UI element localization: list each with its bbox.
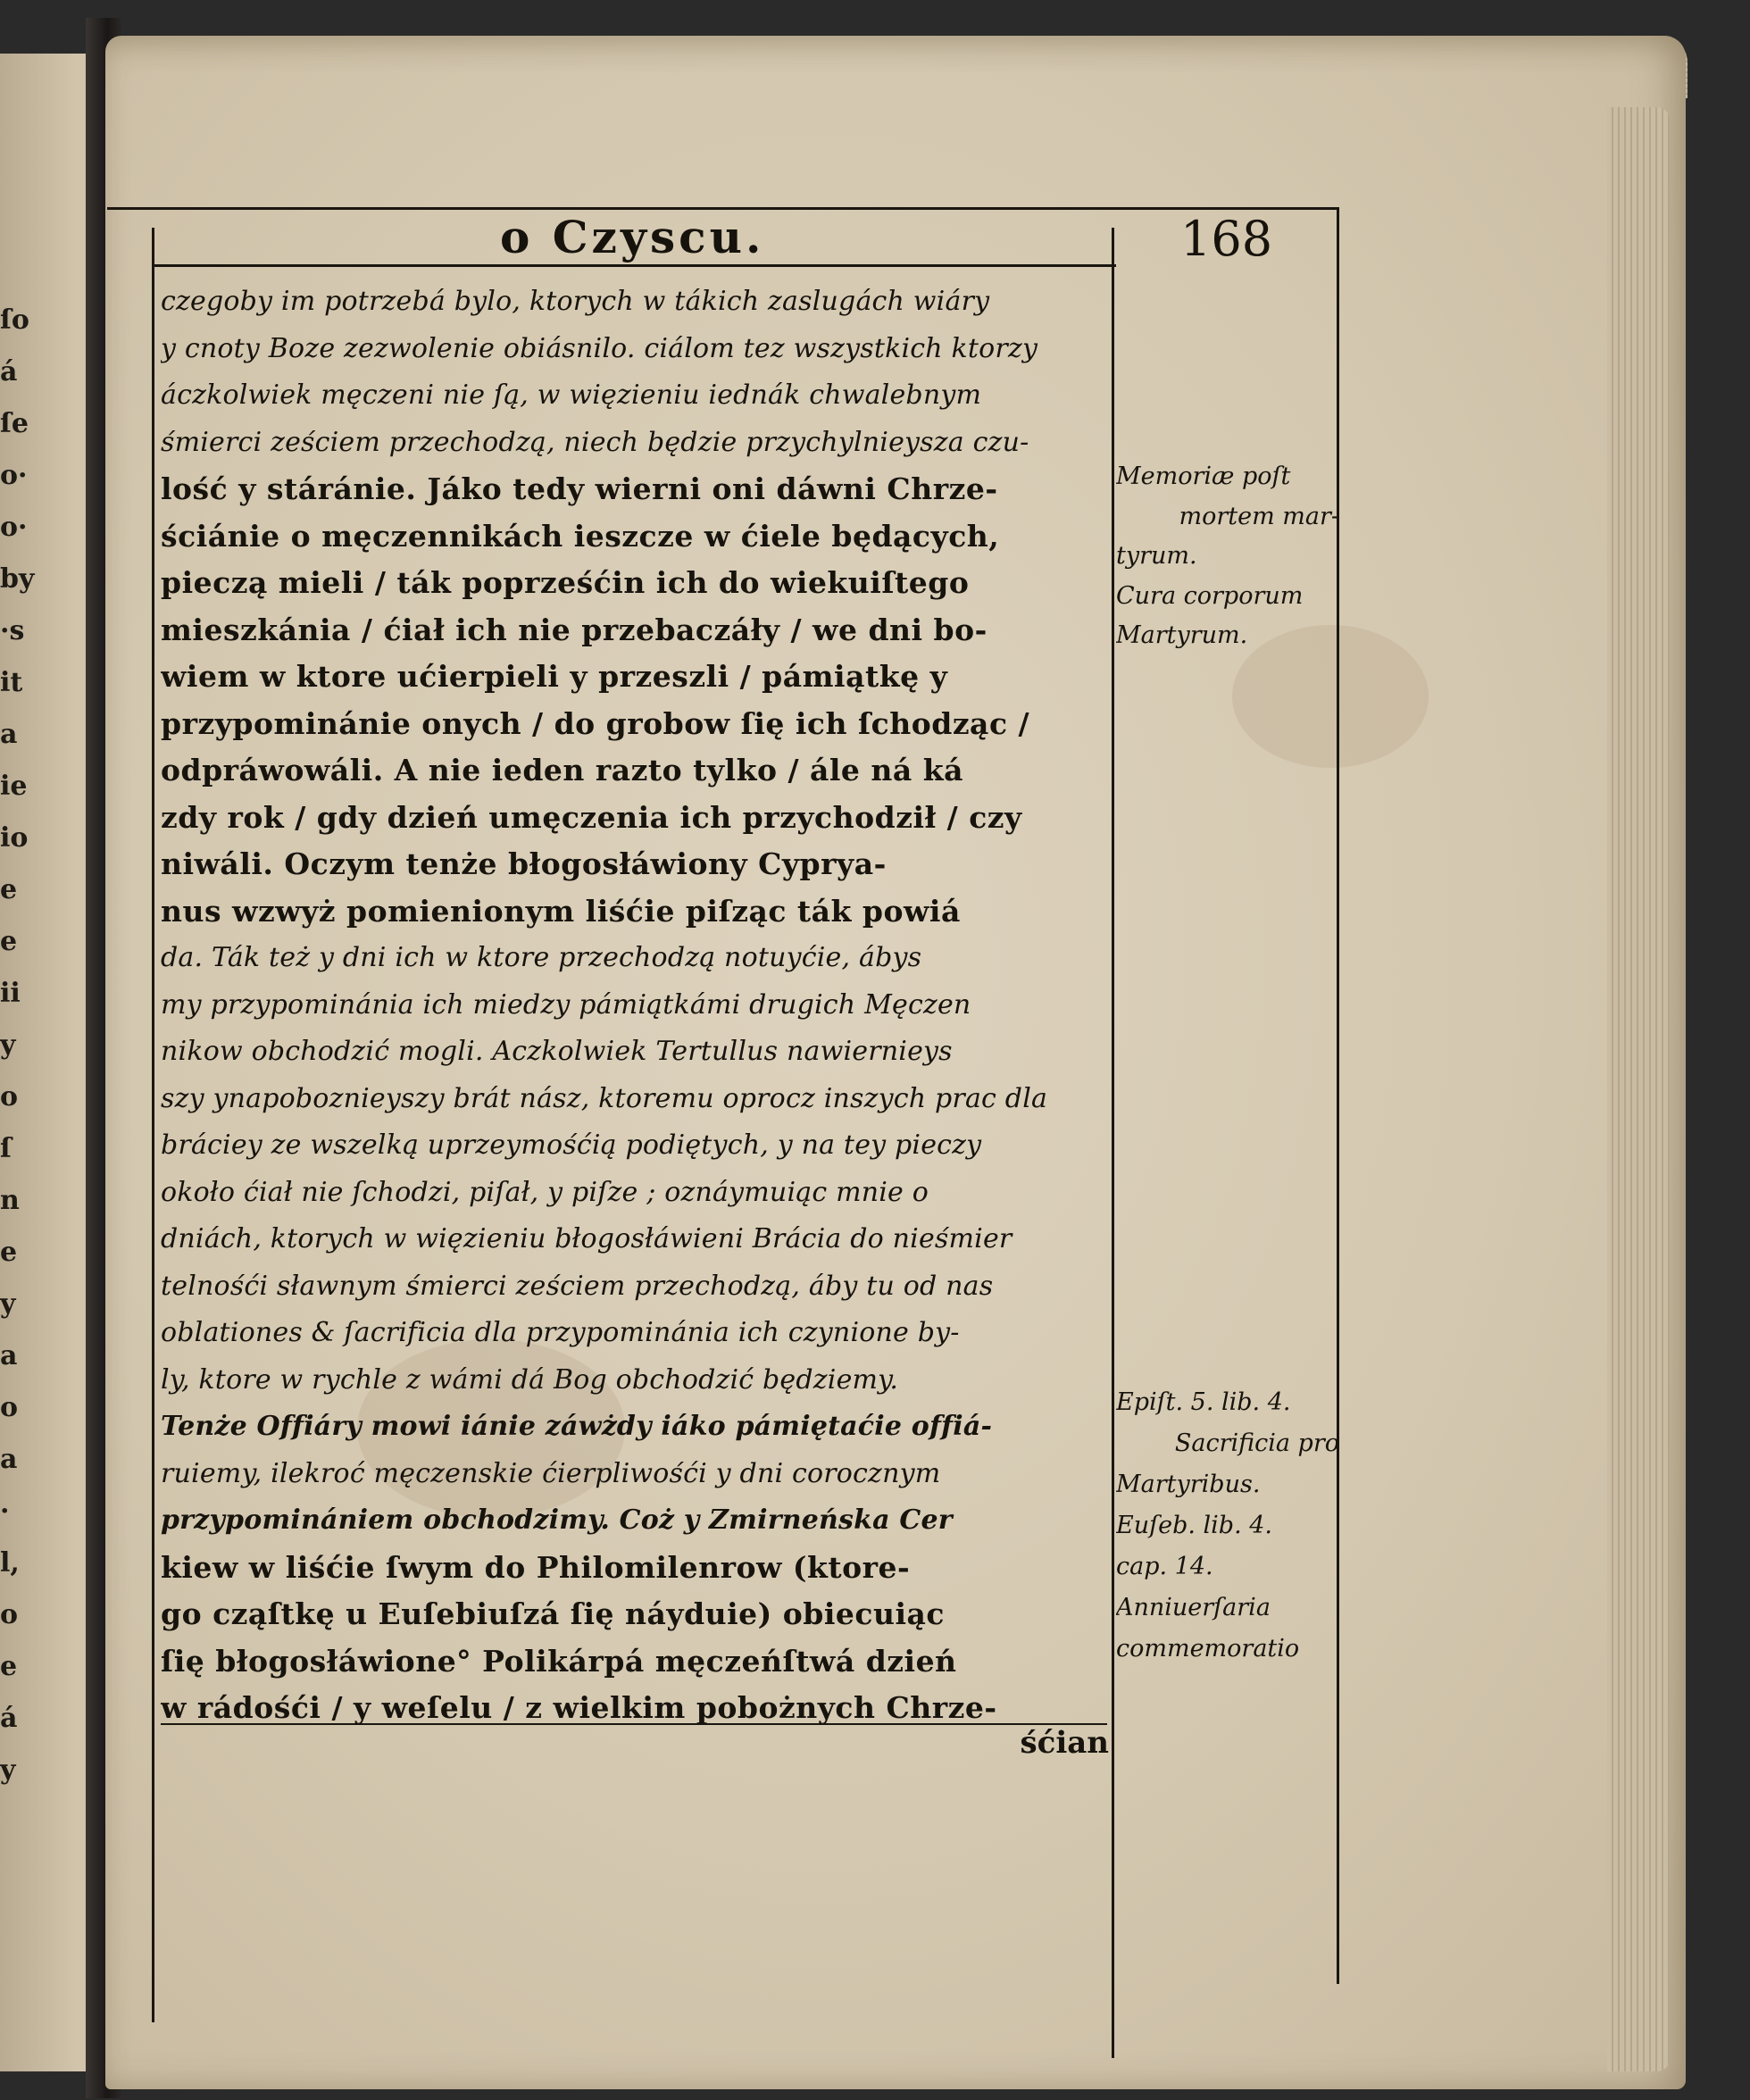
page-stack-fore-edge (1607, 107, 1670, 2071)
marginal-note-line: Anniuerſaria (1116, 1594, 1271, 1621)
frame-rule-left (152, 228, 154, 2022)
facing-page-fragment: l, (0, 1547, 20, 1579)
facing-page-fragment: ·s (0, 615, 25, 646)
text-line: go cząſtkę u Euſebiuſzá ſię náyduie) obiecuiąc (161, 1596, 945, 1631)
facing-page-fragment: y (0, 1288, 16, 1320)
facing-page-fragment: o· (0, 460, 28, 491)
marginal-note-line: Martyrum. (1116, 621, 1248, 650)
marginal-note-memoriae (1116, 457, 1339, 656)
facing-page-fragment: ſe (0, 408, 29, 439)
facing-page-fragment: á (0, 356, 18, 388)
facing-page-fragment: · (0, 1496, 10, 1527)
marginal-note-line: Cura corporum (1116, 581, 1304, 610)
marginal-note-line: Martyribus. (1116, 1471, 1261, 1498)
text-line: dniách, ktorych w więzieniu błogosłáwieni Brácia do nieśmier (161, 1223, 1012, 1254)
text-line: ruiemy, ilekroć męczenskie ćierpliwośći y dni corocznym (161, 1457, 941, 1489)
text-line: przypominániem obchodzimy. Coż y Zmirneńska Cer (161, 1504, 953, 1536)
facing-page-fragment: ii (0, 978, 21, 1009)
facing-page-fragment: ie (0, 771, 28, 802)
facing-page-fragment: a (0, 1444, 18, 1475)
facing-page-fragment: o (0, 1392, 19, 1423)
facing-page-fragment: e (0, 926, 18, 957)
text-line: my przypominánia ich miedzy pámiątkámi drugich Męczen (161, 988, 971, 1021)
running-title: o Czyscu. (500, 211, 765, 263)
text-line: nus wzwyż pomienionym liśćie piſząc ták powiá (161, 893, 961, 929)
facing-page-fragment: e (0, 1237, 18, 1268)
text-line: oblationes & ſacrificia dla przypominánia ich czynione by- (161, 1317, 960, 1348)
text-line: wiem w ktore ućierpieli y przeszli / pámiątkę y (161, 659, 948, 694)
text-line: zdy rok / gdy dzień umęczenia ich przychodził / czy (161, 799, 1022, 835)
facing-page-fragment: á (0, 1703, 18, 1734)
text-line: y cnoty Boze zezwolenie obiásnilo. ciálom tez wszystkich ktorzy (161, 332, 1038, 364)
text-line: lość y stáránie. Jáko tedy wierni oni dáwni Chrze- (161, 471, 998, 506)
facing-page-fragment: o (0, 1081, 19, 1112)
text-line: áczkolwiek męczeni nie ſą, w więzieniu iednák chwalebnym (161, 379, 982, 411)
text-line: w rádośći / y weſelu / z wielkim pobożnych Chrze- (161, 1690, 997, 1725)
text-line: ściánie o męczennikách ieszcze w ćiele będących, (161, 518, 1000, 554)
marginal-note-line: Memoriæ poſt (1116, 462, 1291, 490)
marginal-note-line: Euſeb. lib. 4. (1116, 1512, 1272, 1539)
marginal-note-line: Sacrificia pro (1174, 1429, 1339, 1457)
text-line: telnośći sławnym śmierci ześciem przechodzą, áby tu od nas (161, 1270, 994, 1302)
frame-rule-under-head (152, 264, 1116, 267)
facing-page-fragment: by (0, 563, 35, 595)
catchword: śćian (1020, 1725, 1109, 1761)
text-line: ſię błogosłáwione° Polikárpá męczeńſtwá dzień (161, 1643, 957, 1679)
text-line: śmierci ześciem przechodzą, niech będzie przychylnieysza czu- (161, 426, 1029, 458)
text-line: niwáli. Oczym tenże błogosłáwiony Cyprya- (161, 846, 887, 881)
marginal-note-line: Epiſt. 5. lib. 4. (1116, 1388, 1291, 1416)
frame-rule-column-divider (1112, 228, 1114, 2058)
facing-page-fragment: ſ (0, 1133, 12, 1164)
facing-page-fragment: io (0, 822, 29, 854)
facing-page-text-fragments (0, 295, 36, 1796)
facing-page-fragment: o (0, 1599, 19, 1630)
facing-page-fragment: a (0, 1340, 18, 1371)
text-line: nikow obchodzić mogli. Aczkolwiek Tertullus nawiernieys (161, 1036, 953, 1067)
facing-page-fragment: it (0, 667, 23, 698)
text-line: da. Ták też y dni ich w ktore przechodzą notuyćie, ábys (161, 942, 922, 973)
facing-page-fragment: e (0, 874, 18, 905)
marginal-note-line: tyrum. (1116, 542, 1197, 571)
facing-page-fragment: a (0, 719, 18, 750)
facing-page-fragment: ſo (0, 304, 29, 336)
text-line: szy ynapoboznieyszy brát nász, ktoremu oprocz inszych prac dla (161, 1082, 1048, 1114)
text-line: około ćiał nie ſchodzi, piſał, y piſze ; oznáymuiąc mnie o (161, 1176, 929, 1208)
facing-page-fragment: y (0, 1754, 16, 1786)
text-line: bráciey ze wszelką uprzeymośćią podiętych, y na tey pieczy (161, 1129, 982, 1161)
frame-rule-top (107, 207, 1339, 210)
text-line: przypominánie onych / do grobow ſię ich ſchodząc / (161, 705, 1030, 741)
marginal-note-epistola (1116, 1382, 1339, 1670)
facing-page-fragment: n (0, 1185, 20, 1216)
text-line: kiew w liśćie ſwym do Philomilenrow (ktore- (161, 1549, 911, 1585)
text-line: czegoby im potrzebá bylo, ktorych w tákich zaslugách wiáry (161, 286, 990, 317)
text-line: Tenże Offiáry mowi iánie záwżdy iáko pámiętaćie offiá- (161, 1411, 993, 1442)
facing-page-fragment: e (0, 1651, 18, 1682)
facing-page-fragment: y (0, 1029, 16, 1061)
page-number: 168 (1180, 211, 1273, 267)
marginal-note-line: mortem mar- (1179, 502, 1339, 530)
text-line: pieczą mieli / ták poprześćin ich do wiekuiſtego (161, 565, 970, 600)
facing-page-fragment: o· (0, 512, 28, 543)
marginal-note-line: commemoratio (1116, 1635, 1300, 1662)
main-text-column (161, 279, 1105, 1732)
text-line: ly, ktore w rychle z wámi dá Bog obchodzić będziemy. (161, 1363, 899, 1396)
text-line: mieszkánia / ćiał ich nie przebaczáły / we dni bo- (161, 612, 988, 647)
text-line: odpráwowáli. A nie ieden razto tylko / ále ná ká (161, 753, 963, 788)
marginal-note-line: cap. 14. (1116, 1553, 1213, 1580)
